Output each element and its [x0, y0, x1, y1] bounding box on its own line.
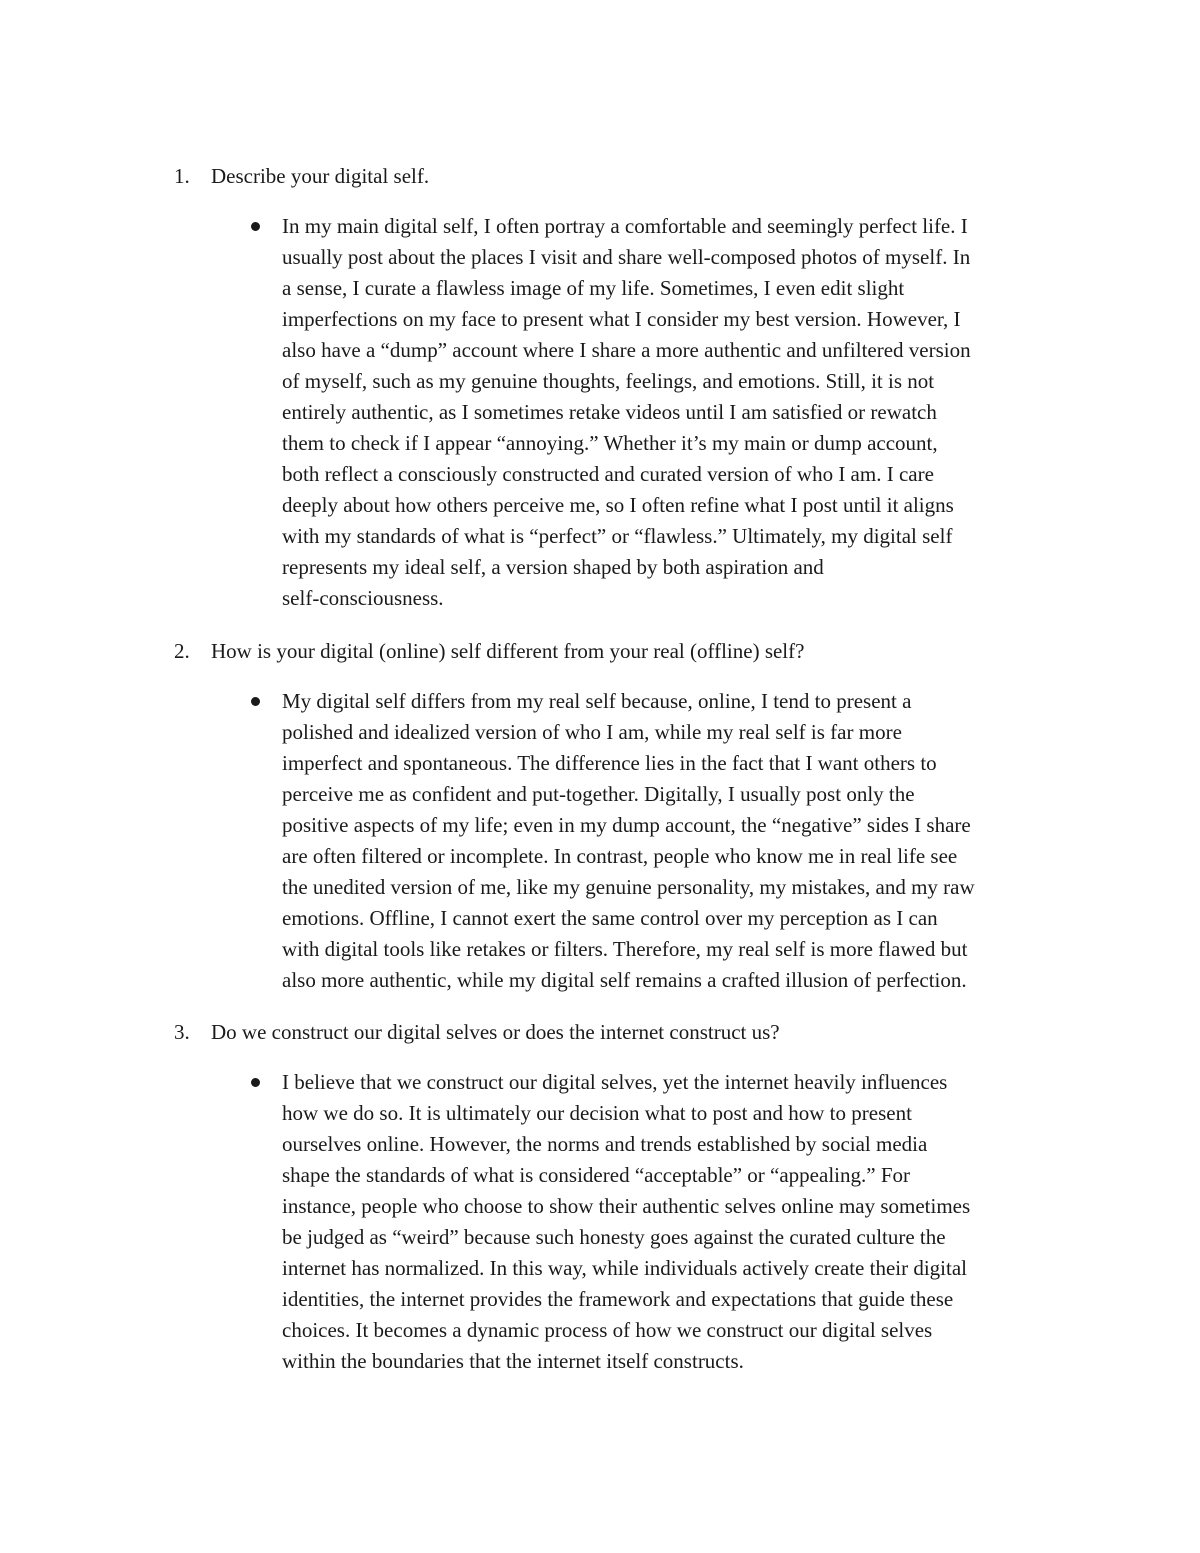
answer-line: In my main digital self, I often portray a comfortable and seemingly perfect life. I [282, 214, 968, 238]
answer-line: entirely authentic, as I sometimes retake videos until I am satisfied or rewatch [282, 400, 937, 424]
answer-line: within the boundaries that the internet itself constructs. [282, 1349, 744, 1373]
answer-line: with my standards of what is “perfect” or “flawless.” Ultimately, my digital self [282, 524, 953, 548]
answer-line: a sense, I curate a flawless image of my life. Sometimes, I even edit slight [282, 276, 905, 300]
answer-line: self-consciousness. [282, 586, 444, 610]
answer-1 [282, 211, 1072, 614]
answer-line: imperfections on my face to present what I consider my best version. However, I [282, 307, 961, 331]
question-number: 1. [174, 164, 190, 188]
answer-line: My digital self differs from my real self because, online, I tend to present a [282, 689, 912, 713]
answer-line: represents my ideal self, a version shaped by both aspiration and [282, 555, 824, 579]
answer-line: ourselves online. However, the norms and trends established by social media [282, 1132, 928, 1156]
answer-line: I believe that we construct our digital selves, yet the internet heavily influences [282, 1070, 948, 1094]
answer-line: imperfect and spontaneous. The difference lies in the fact that I want others to [282, 751, 937, 775]
answer-line: how we do so. It is ultimately our decision what to post and how to present [282, 1101, 912, 1125]
answer-line: also have a “dump” account where I share a more authentic and unfiltered version [282, 338, 971, 362]
answer-line: identities, the internet provides the framework and expectations that guide these [282, 1287, 954, 1311]
question-number: 3. [174, 1020, 190, 1044]
answer-line: emotions. Offline, I cannot exert the same control over my perception as I can [282, 906, 938, 930]
bullet-icon [251, 697, 260, 706]
answer-line: instance, people who choose to show their authentic selves online may sometimes [282, 1194, 971, 1218]
answer-line: the unedited version of me, like my genuine personality, my mistakes, and my raw [282, 875, 975, 899]
answer-line: with digital tools like retakes or filters. Therefore, my real self is more flawed but [282, 937, 968, 961]
answer-line: usually post about the places I visit and share well-composed photos of myself. In [282, 245, 971, 269]
answer-2 [282, 686, 1072, 996]
answer-line: deeply about how others perceive me, so I often refine what I post until it aligns [282, 493, 954, 517]
answer-line: be judged as “weird” because such honesty goes against the curated culture the [282, 1225, 946, 1249]
question-text: Do we construct our digital selves or does the internet construct us? [211, 1020, 780, 1044]
question-text: How is your digital (online) self different from your real (offline) self? [211, 639, 805, 663]
question-1 [174, 161, 429, 192]
answer-3 [282, 1067, 1072, 1377]
answer-line: choices. It becomes a dynamic process of how we construct our digital selves [282, 1318, 933, 1342]
bullet-icon [251, 1078, 260, 1087]
answer-line: are often filtered or incomplete. In contrast, people who know me in real life see [282, 844, 958, 868]
answer-line: also more authentic, while my digital self remains a crafted illusion of perfection. [282, 968, 967, 992]
question-2 [174, 636, 804, 667]
answer-line: perceive me as confident and put-together. Digitally, I usually post only the [282, 782, 915, 806]
answer-line: them to check if I appear “annoying.” Whether it’s my main or dump account, [282, 431, 938, 455]
bullet-icon [251, 222, 260, 231]
question-number: 2. [174, 639, 190, 663]
answer-line: positive aspects of my life; even in my dump account, the “negative” sides I share [282, 813, 971, 837]
question-text: Describe your digital self. [211, 164, 430, 188]
answer-line: polished and idealized version of who I am, while my real self is far more [282, 720, 902, 744]
answer-line: shape the standards of what is considered “acceptable” or “appealing.” For [282, 1163, 910, 1187]
answer-line: both reflect a consciously constructed and curated version of who I am. I care [282, 462, 934, 486]
answer-line: of myself, such as my genuine thoughts, feelings, and emotions. Still, it is not [282, 369, 935, 393]
question-3 [174, 1017, 780, 1048]
answer-line: internet has normalized. In this way, while individuals actively create their digital [282, 1256, 968, 1280]
